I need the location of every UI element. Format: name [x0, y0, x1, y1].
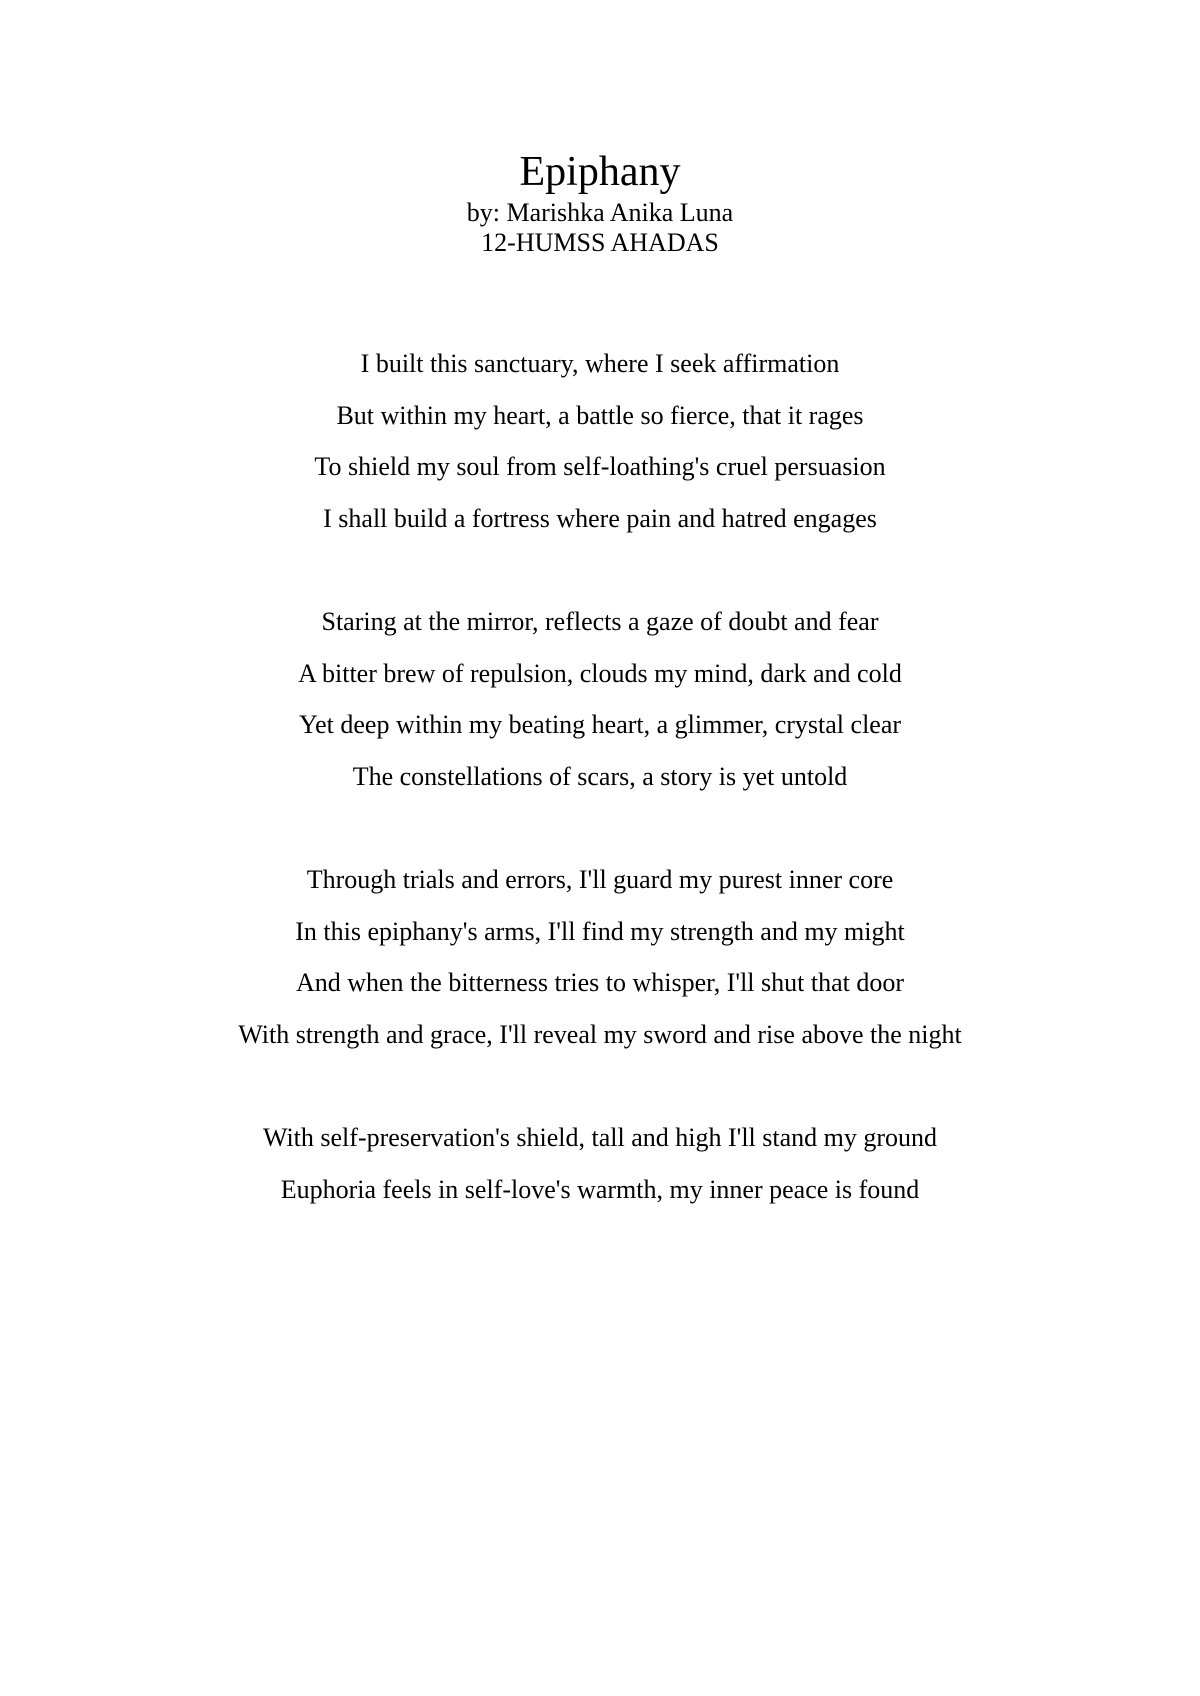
poem-title: Epiphany — [519, 149, 681, 195]
author-byline: by: Marishka Anika Luna — [466, 198, 734, 227]
poem-body — [0, 338, 1200, 1267]
poem-line: A bitter brew of repulsion, clouds my mind, dark and cold — [298, 658, 902, 688]
poem-line: I shall build a fortress where pain and hatred engages — [323, 503, 877, 533]
poem-line: Staring at the mirror, reflects a gaze of doubt and fear — [321, 607, 879, 636]
poem-header — [0, 146, 1200, 258]
poem-line: The constellations of scars, a story is yet untold — [352, 761, 848, 791]
poem-line: Yet deep within my beating heart, a glimmer, crystal clear — [298, 710, 902, 739]
poem-line: With self-preservation's shield, tall and high I'll stand my ground — [262, 1123, 938, 1152]
stanza-1 — [0, 338, 1200, 544]
poem-line: And when the bitterness tries to whisper, I'll shut that door — [295, 968, 905, 997]
author-section: 12-HUMSS AHADAS — [481, 228, 719, 257]
poem-line: Euphoria feels in self-love's warmth, my inner peace is found — [280, 1174, 920, 1204]
poem-line: To shield my soul from self-loathing's cruel persuasion — [314, 452, 886, 481]
poem-line: In this epiphany's arms, I'll find my strength and my might — [295, 916, 905, 946]
poem-line: With strength and grace, I'll reveal my sword and rise above the night — [238, 1019, 962, 1049]
stanza-3 — [0, 854, 1200, 1060]
poem-line: But within my heart, a battle so fierce, that it rages — [336, 400, 864, 430]
poem-line: Through trials and errors, I'll guard my purest inner core — [306, 865, 894, 894]
stanza-4 — [0, 1112, 1200, 1215]
poem-line: I built this sanctuary, where I seek affirmation — [360, 349, 840, 378]
stanza-2 — [0, 596, 1200, 802]
